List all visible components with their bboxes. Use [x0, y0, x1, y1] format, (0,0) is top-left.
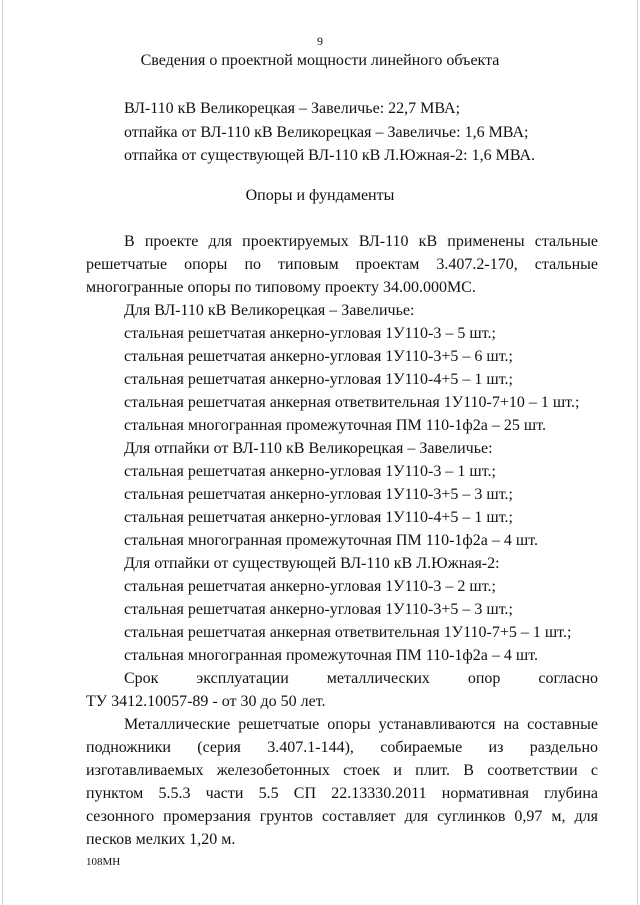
support-item: стальная решетчатая анкерно-угловая 1У110-3 – 5 шт.;	[124, 325, 496, 342]
support-item: стальная решетчатая анкерно-угловая 1У110-3+5 – 3 шт.;	[124, 486, 513, 503]
support-item: стальная многогранная промежуточная ПМ 110-1ф2а – 4 шт.	[124, 532, 539, 549]
left-scan-edge	[2, 0, 3, 905]
intro-line: многогранные опоры по типовому проекту 34.00.000МС.	[86, 279, 476, 296]
section-heading-capacity: Сведения о проектной мощности линейного объекта	[140, 52, 500, 69]
foundations-line: сезонного промерзания грунтов составляет для суглинков 0,97 м, для	[86, 808, 598, 825]
foundations-line: песков мелких 1,20 м.	[86, 831, 236, 848]
footer-code: 108МН	[86, 856, 121, 868]
support-item: стальная решетчатая анкерно-угловая 1У110-4+5 – 1 шт.;	[124, 509, 513, 526]
service-life-line: Срок эксплуатации металлических опор согласно	[124, 670, 598, 687]
group-title: Для отпайки от существующей ВЛ-110 кВ Л.Южная-2:	[124, 555, 500, 572]
section-heading-supports: Опоры и фундаменты	[245, 187, 395, 204]
right-scan-edge	[637, 0, 638, 905]
support-item: стальная решетчатая анкерно-угловая 1У110-4+5 – 1 шт.;	[124, 371, 513, 388]
capacity-item: отпайка от ВЛ-110 кВ Великорецкая – Завеличье: 1,6 МВА;	[124, 124, 529, 141]
group-title: Для отпайки от ВЛ-110 кВ Великорецкая – Завеличье:	[124, 440, 493, 457]
support-item: стальная решетчатая анкерно-угловая 1У110-3+5 – 3 шт.;	[124, 601, 513, 618]
page-number: 9	[317, 34, 323, 48]
intro-line: В проекте для проектируемых ВЛ-110 кВ применены стальные	[124, 233, 598, 250]
support-item: стальная многогранная промежуточная ПМ 110-1ф2а – 4 шт.	[124, 647, 539, 664]
support-item: стальная решетчатая анкерно-угловая 1У110-3+5 – 6 шт.;	[124, 348, 513, 365]
support-item: стальная решетчатая анкерная ответвительная 1У110-7+10 – 1 шт.;	[124, 394, 580, 411]
service-life-line: ТУ 3412.10057-89 - от 30 до 50 лет.	[86, 693, 326, 710]
support-item: стальная решетчатая анкерно-угловая 1У110-3 – 2 шт.;	[124, 578, 496, 595]
capacity-item: отпайка от существующей ВЛ-110 кВ Л.Южная-2: 1,6 МВА.	[124, 147, 536, 164]
foundations-line: Металлические решетчатые опоры устанавливаются на составные	[124, 716, 598, 733]
foundations-line: пунктом 5.5.3 части 5.5 СП 22.13330.2011 нормативная глубина	[86, 785, 598, 802]
foundations-line: подножники (серия 3.407.1-144), собираемые из раздельно	[86, 739, 598, 756]
support-item: стальная решетчатая анкерная ответвительная 1У110-7+5 – 1 шт.;	[124, 624, 572, 641]
intro-line: решетчатые опоры по типовым проектам 3.407.2-170, стальные	[86, 256, 598, 273]
support-item: стальная решетчатая анкерно-угловая 1У110-3 – 1 шт.;	[124, 463, 496, 480]
group-title: Для ВЛ-110 кВ Великорецкая – Завеличье:	[124, 302, 415, 319]
capacity-item: ВЛ-110 кВ Великорецкая – Завеличье: 22,7 МВА;	[124, 100, 461, 117]
support-item: стальная многогранная промежуточная ПМ 110-1ф2а – 25 шт.	[124, 417, 547, 434]
foundations-line: изготавливаемых железобетонных стоек и плит. В соответствии с	[86, 762, 598, 779]
